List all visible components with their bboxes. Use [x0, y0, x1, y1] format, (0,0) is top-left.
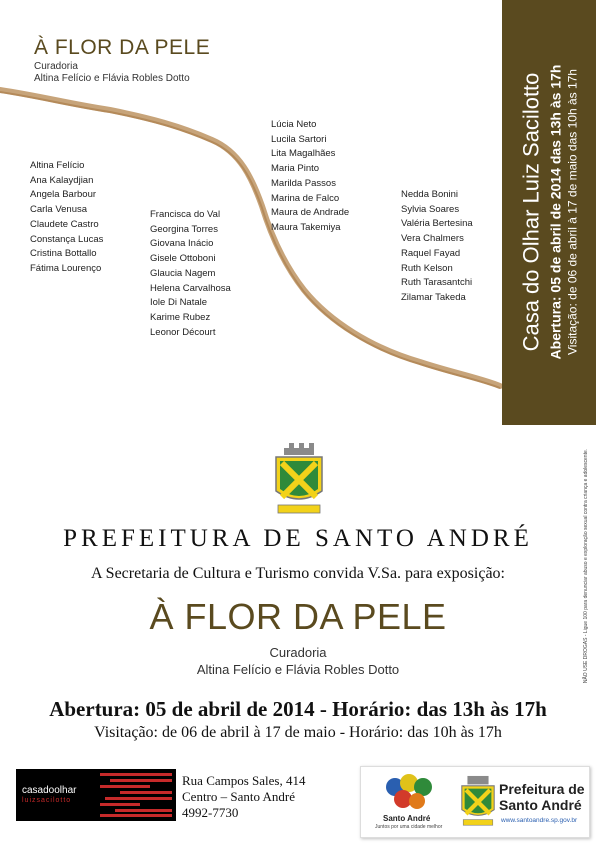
venue-name: Casa do Olhar Luiz Sacilotto: [518, 72, 544, 352]
visiting-dates: Visitação: de 06 de abril à 17 de maio das 10h às 17h: [565, 69, 580, 355]
artist-name: Zilamar Takeda: [401, 291, 466, 303]
artist-name: Francisca do Val: [150, 209, 221, 220]
curators: Altina Felício e Flávia Robles Dotto: [196, 662, 400, 677]
artist-name: Gisele Ottoboni: [150, 253, 216, 265]
exhibition-title: À FLOR DA PELE: [149, 596, 447, 637]
artist-name: Cristina Bottallo: [30, 248, 97, 260]
artists-col-2: [150, 208, 231, 340]
santo-andre-crest-icon: [272, 441, 326, 519]
address-district: Centro – Santo André: [182, 789, 296, 804]
address-street: Rua Campos Sales, 414: [182, 773, 306, 788]
legal-notice-text: NÃO USE DROGAS - Ligue 100 para denunciar abuso e exploração sexual contra criança e adolescente.: [583, 448, 589, 684]
casa-logo-stripes-icon: [100, 773, 172, 817]
prefeitura-heading: PREFEITURA DE SANTO ANDRÉ: [63, 525, 533, 552]
artist-name: Valéria Bertesina: [401, 218, 473, 230]
curadoria-label: Curadoria: [34, 61, 78, 72]
artist-name: Helena Carvalhosa: [150, 282, 231, 294]
address-block: [182, 773, 306, 821]
prefeitura-logos-box: [360, 766, 590, 838]
artist-name: Vera Chalmers: [401, 233, 464, 245]
artist-name: Giovana Inácio: [150, 238, 214, 250]
artist-name: Glaucia Nagem: [150, 267, 216, 279]
artist-name: Iole Di Natale: [150, 297, 208, 309]
opening-date: Abertura: 05 de abril de 2014 das 13h às 17h: [547, 64, 564, 360]
casa-logo-text: casadoolhar: [22, 785, 77, 796]
artist-name: Raquel Fayad: [401, 247, 461, 259]
artist-name: Claudete Castro: [30, 218, 99, 230]
address-phone: 4992-7730: [182, 805, 239, 820]
artist-name: Ruth Tarasantchi: [401, 277, 473, 289]
artist-name: Karime Rubez: [150, 311, 211, 323]
artist-name: Maria Pinto: [271, 163, 320, 175]
invitation-line: A Secretaria de Cultura e Turismo convida V.Sa. para exposição:: [91, 565, 505, 582]
curators: Altina Felício e Flávia Robles Dotto: [34, 73, 190, 84]
prefeitura-url: www.santoandre.sp.gov.br: [501, 817, 578, 824]
artist-name: Maura Takemiya: [271, 221, 341, 233]
artist-name: Fátima Lourenço: [30, 262, 102, 274]
artist-name: Marina de Falco: [271, 192, 340, 204]
artist-name: Lúcia Neto: [271, 119, 317, 130]
artist-name: Lita Magalhães: [271, 148, 336, 160]
santo-andre-hands-icon: [383, 773, 439, 813]
santo-andre-tagline: Juntos por uma cidade melhor: [375, 824, 443, 830]
artists-col-4: [401, 188, 473, 306]
prefeitura-crest-icon: [459, 773, 497, 831]
artist-name: Altina Felício: [30, 160, 85, 171]
top-curadoria: [34, 61, 190, 85]
artist-name: Constança Lucas: [30, 233, 104, 245]
artist-name: Carla Venusa: [30, 204, 88, 216]
opening-line: Abertura: 05 de abril de 2014 - Horário: das 13h às 17h: [49, 697, 547, 721]
artist-name: Ana Kalaydjian: [30, 174, 94, 186]
artist-name: Sylvia Soares: [401, 203, 460, 215]
artist-name: Leonor Décourt: [150, 326, 216, 338]
artist-name: Nedda Bonini: [401, 189, 459, 200]
artists-col-1: [30, 159, 103, 277]
artist-name: Marilda Passos: [271, 177, 336, 189]
casa-do-olhar-logo: [16, 769, 176, 821]
curation-block: [0, 644, 596, 678]
artists-col-3: [271, 118, 349, 236]
santo-andre-label: Santo André: [383, 814, 431, 823]
side-band-text: [519, 65, 580, 360]
artist-name: Ruth Kelson: [401, 262, 453, 274]
curadoria-label: Curadoria: [269, 645, 327, 660]
artist-name: Angela Barbour: [30, 189, 97, 201]
top-title: À FLOR DA PELE: [34, 36, 211, 59]
artist-name: Lucila Sartori: [271, 133, 327, 145]
prefeitura-logo-line-2: Santo André: [499, 797, 582, 813]
artist-name: Georgina Torres: [150, 223, 218, 235]
side-band: [502, 0, 596, 425]
casa-logo-subtext: luizsacilotto: [22, 797, 72, 804]
artist-name: Maura de Andrade: [271, 207, 350, 219]
prefeitura-logo-text: [499, 781, 585, 813]
visiting-line: Visitação: de 06 de abril à 17 de maio - Horário: das 10h às 17h: [94, 724, 502, 741]
prefeitura-logo-line-1: Prefeitura de: [499, 781, 585, 797]
top-panel: [0, 0, 502, 425]
